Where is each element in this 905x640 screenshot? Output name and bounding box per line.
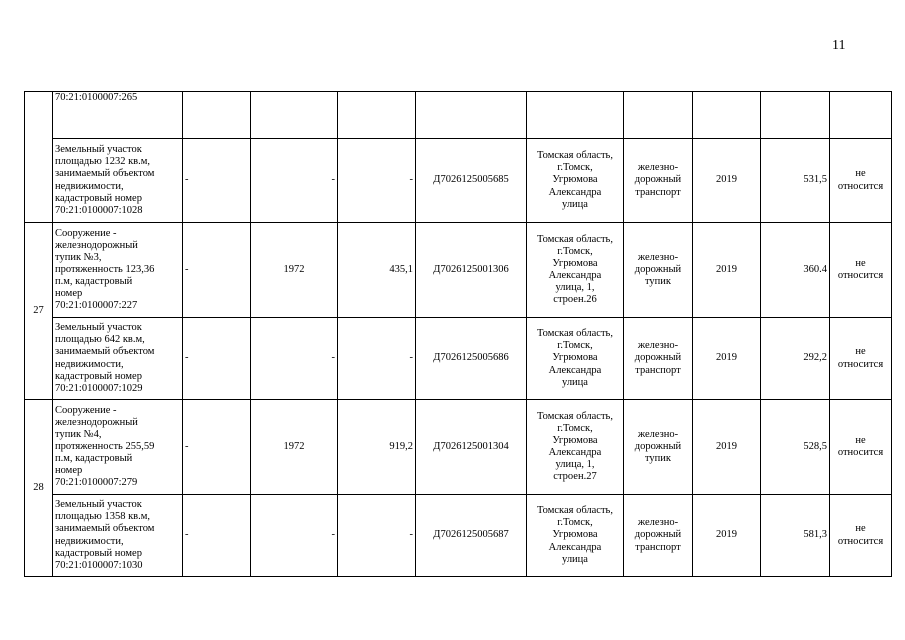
description-line: занимаемый объектом xyxy=(55,523,155,535)
address-cell xyxy=(527,400,624,495)
amount-cell: 528,5 xyxy=(761,400,830,495)
amount-cell: 531,5 xyxy=(761,139,830,223)
empty-cell xyxy=(761,92,830,139)
year-cell: - xyxy=(251,495,338,577)
address-line: Александра xyxy=(548,364,602,376)
value-cell: - xyxy=(338,139,416,223)
table-row xyxy=(25,139,892,223)
description-line: 70:21:0100007:265 xyxy=(55,92,138,103)
description-line: тупик №4, xyxy=(55,428,102,440)
tax-year-cell: 2019 xyxy=(693,318,761,400)
value-cell: 435,1 xyxy=(338,223,416,318)
code-cell: Д7026125005686 xyxy=(416,318,527,400)
object-description-cell xyxy=(53,139,183,223)
description-line: площадью 1232 кв.м, xyxy=(55,156,151,168)
type-line: железно- xyxy=(637,162,679,174)
empty-cell xyxy=(416,92,527,139)
empty-cell xyxy=(693,92,761,139)
tax-line: относится xyxy=(837,180,884,192)
description-line: 70:21:0100007:1029 xyxy=(55,382,143,394)
type-line: дорожный xyxy=(634,529,682,541)
tax-line: относится xyxy=(837,447,884,458)
tax-line: относится xyxy=(837,270,884,281)
type-line: транспорт xyxy=(635,186,681,198)
address-line: строен.27 xyxy=(553,471,597,483)
tax-line: не xyxy=(855,523,866,535)
description-line: п.м, кадастровый xyxy=(55,276,133,288)
page-number: 11 xyxy=(832,38,846,53)
empty-cell xyxy=(183,92,251,139)
type-line: дорожный xyxy=(634,263,682,275)
value-cell: - xyxy=(338,495,416,577)
object-description-cell xyxy=(53,400,183,495)
tax-line: не xyxy=(855,346,866,358)
amount-cell: 292,2 xyxy=(761,318,830,400)
address-line: улица, 1, xyxy=(555,282,595,294)
dash-cell: - xyxy=(183,139,251,223)
address-line: Томская область, xyxy=(537,150,613,162)
row-number-cell: 28 xyxy=(25,400,53,577)
type-line: тупик xyxy=(644,453,672,465)
dash-cell: - xyxy=(183,495,251,577)
dash-cell: - xyxy=(183,223,251,318)
description-line: протяженность 123,36 xyxy=(55,263,155,275)
address-line: Томская область, xyxy=(537,233,613,245)
amount-cell: 581,3 xyxy=(761,495,830,577)
address-line: г.Томск, xyxy=(557,517,593,529)
tax-year-cell: 2019 xyxy=(693,223,761,318)
tax-status-cell xyxy=(830,223,892,318)
address-line: г.Томск, xyxy=(557,340,593,352)
tax-status-cell xyxy=(830,400,892,495)
description-line: 70:21:0100007:279 xyxy=(55,477,138,489)
object-description-cell xyxy=(53,223,183,318)
type-line: железно- xyxy=(637,251,679,263)
year-cell: - xyxy=(251,139,338,223)
address-line: Александра xyxy=(548,186,602,198)
description-line: железнодорожный xyxy=(55,239,138,251)
address-line: улица xyxy=(562,553,588,565)
amount-cell: 360.4 xyxy=(761,223,830,318)
code-cell: Д7026125005685 xyxy=(416,139,527,223)
year-cell: 1972 xyxy=(251,400,338,495)
address-line: улица xyxy=(562,376,588,388)
row-number-cell xyxy=(25,92,53,223)
type-line: железно- xyxy=(637,428,679,440)
type-cell xyxy=(624,400,693,495)
address-line: г.Томск, xyxy=(557,245,593,257)
description-line: кадастровый номер xyxy=(55,370,142,382)
table-row xyxy=(25,495,892,577)
tax-status-cell xyxy=(830,318,892,400)
tax-line: не xyxy=(855,434,866,446)
address-line: Угрюмова xyxy=(552,174,598,186)
description-line: тупик №3, xyxy=(55,251,102,263)
address-cell xyxy=(527,139,624,223)
address-line: г.Томск, xyxy=(557,422,593,434)
description-line: 70:21:0100007:1030 xyxy=(55,559,143,571)
empty-cell xyxy=(338,92,416,139)
address-line: Угрюмова xyxy=(552,434,598,446)
address-line: строен.26 xyxy=(553,294,597,306)
dash-cell: - xyxy=(183,318,251,400)
description-line: Сооружение - xyxy=(55,404,117,416)
type-line: тупик xyxy=(644,276,672,288)
type-line: дорожный xyxy=(634,352,682,364)
type-cell xyxy=(624,223,693,318)
tax-line: относится xyxy=(837,358,884,370)
code-cell: Д7026125001304 xyxy=(416,400,527,495)
address-cell xyxy=(527,223,624,318)
description-line: номер xyxy=(55,288,83,300)
table-row xyxy=(25,318,892,400)
description-line: Сооружение - xyxy=(55,227,117,239)
empty-cell xyxy=(251,92,338,139)
description-line: Земельный участок xyxy=(55,499,142,511)
type-cell xyxy=(624,139,693,223)
code-cell: Д7026125005687 xyxy=(416,495,527,577)
address-line: Александра xyxy=(548,270,602,281)
dash-cell: - xyxy=(183,400,251,495)
description-line: кадастровый номер xyxy=(55,547,142,559)
tax-line: не xyxy=(855,168,866,180)
tax-year-cell: 2019 xyxy=(693,139,761,223)
address-line: Александра xyxy=(548,447,602,458)
description-line: Земельный участок xyxy=(55,322,142,334)
description-line: протяженность 255,59 xyxy=(55,440,155,452)
type-cell xyxy=(624,495,693,577)
address-line: Томская область, xyxy=(537,328,613,340)
empty-cell xyxy=(830,92,892,139)
description-line: 70:21:0100007:1028 xyxy=(55,204,143,216)
description-line: железнодорожный xyxy=(55,416,138,428)
address-line: улица, 1, xyxy=(555,459,595,471)
tax-status-cell xyxy=(830,139,892,223)
address-cell xyxy=(527,495,624,577)
type-line: транспорт xyxy=(635,541,681,553)
value-cell: 919,2 xyxy=(338,400,416,495)
table-row xyxy=(25,400,892,495)
year-cell: 1972 xyxy=(251,223,338,318)
address-line: Угрюмова xyxy=(552,529,598,541)
address-line: улица xyxy=(562,198,588,210)
tax-line: относится xyxy=(837,535,884,547)
object-description-cell xyxy=(53,318,183,400)
type-line: дорожный xyxy=(634,440,682,452)
address-line: Угрюмова xyxy=(552,352,598,364)
description-line: п.м, кадастровый xyxy=(55,453,133,465)
description-line: площадью 642 кв.м, xyxy=(55,334,145,346)
address-cell xyxy=(527,318,624,400)
address-line: Томская область, xyxy=(537,505,613,517)
description-line: Земельный участок xyxy=(55,144,142,156)
value-cell: - xyxy=(338,318,416,400)
type-line: транспорт xyxy=(635,364,681,376)
empty-cell xyxy=(624,92,693,139)
description-line: недвижимости, xyxy=(55,358,124,370)
row-number-cell: 27 xyxy=(25,223,53,400)
table-row xyxy=(25,223,892,318)
description-line: недвижимости, xyxy=(55,535,124,547)
address-line: Томская область, xyxy=(537,410,613,422)
type-line: дорожный xyxy=(634,174,682,186)
type-cell xyxy=(624,318,693,400)
description-line: кадастровый номер xyxy=(55,192,142,204)
tax-year-cell: 2019 xyxy=(693,495,761,577)
type-line: железно- xyxy=(637,517,679,529)
tax-line: не xyxy=(855,257,866,269)
tax-year-cell: 2019 xyxy=(693,400,761,495)
description-line: недвижимости, xyxy=(55,180,124,192)
property-registry-table xyxy=(24,91,892,577)
object-description-cell xyxy=(53,495,183,577)
address-line: Угрюмова xyxy=(552,257,598,269)
empty-cell xyxy=(527,92,624,139)
description-line: занимаемый объектом xyxy=(55,346,155,358)
description-line: занимаемый объектом xyxy=(55,168,155,180)
table-row xyxy=(25,92,892,139)
description-line: площадью 1358 кв.м, xyxy=(55,511,151,523)
type-line: железно- xyxy=(637,340,679,352)
address-line: г.Томск, xyxy=(557,162,593,174)
tax-status-cell xyxy=(830,495,892,577)
object-description-cell xyxy=(53,92,183,139)
address-line: Александра xyxy=(548,541,602,553)
description-line: 70:21:0100007:227 xyxy=(55,300,138,312)
year-cell: - xyxy=(251,318,338,400)
code-cell: Д7026125001306 xyxy=(416,223,527,318)
description-line: номер xyxy=(55,465,83,477)
